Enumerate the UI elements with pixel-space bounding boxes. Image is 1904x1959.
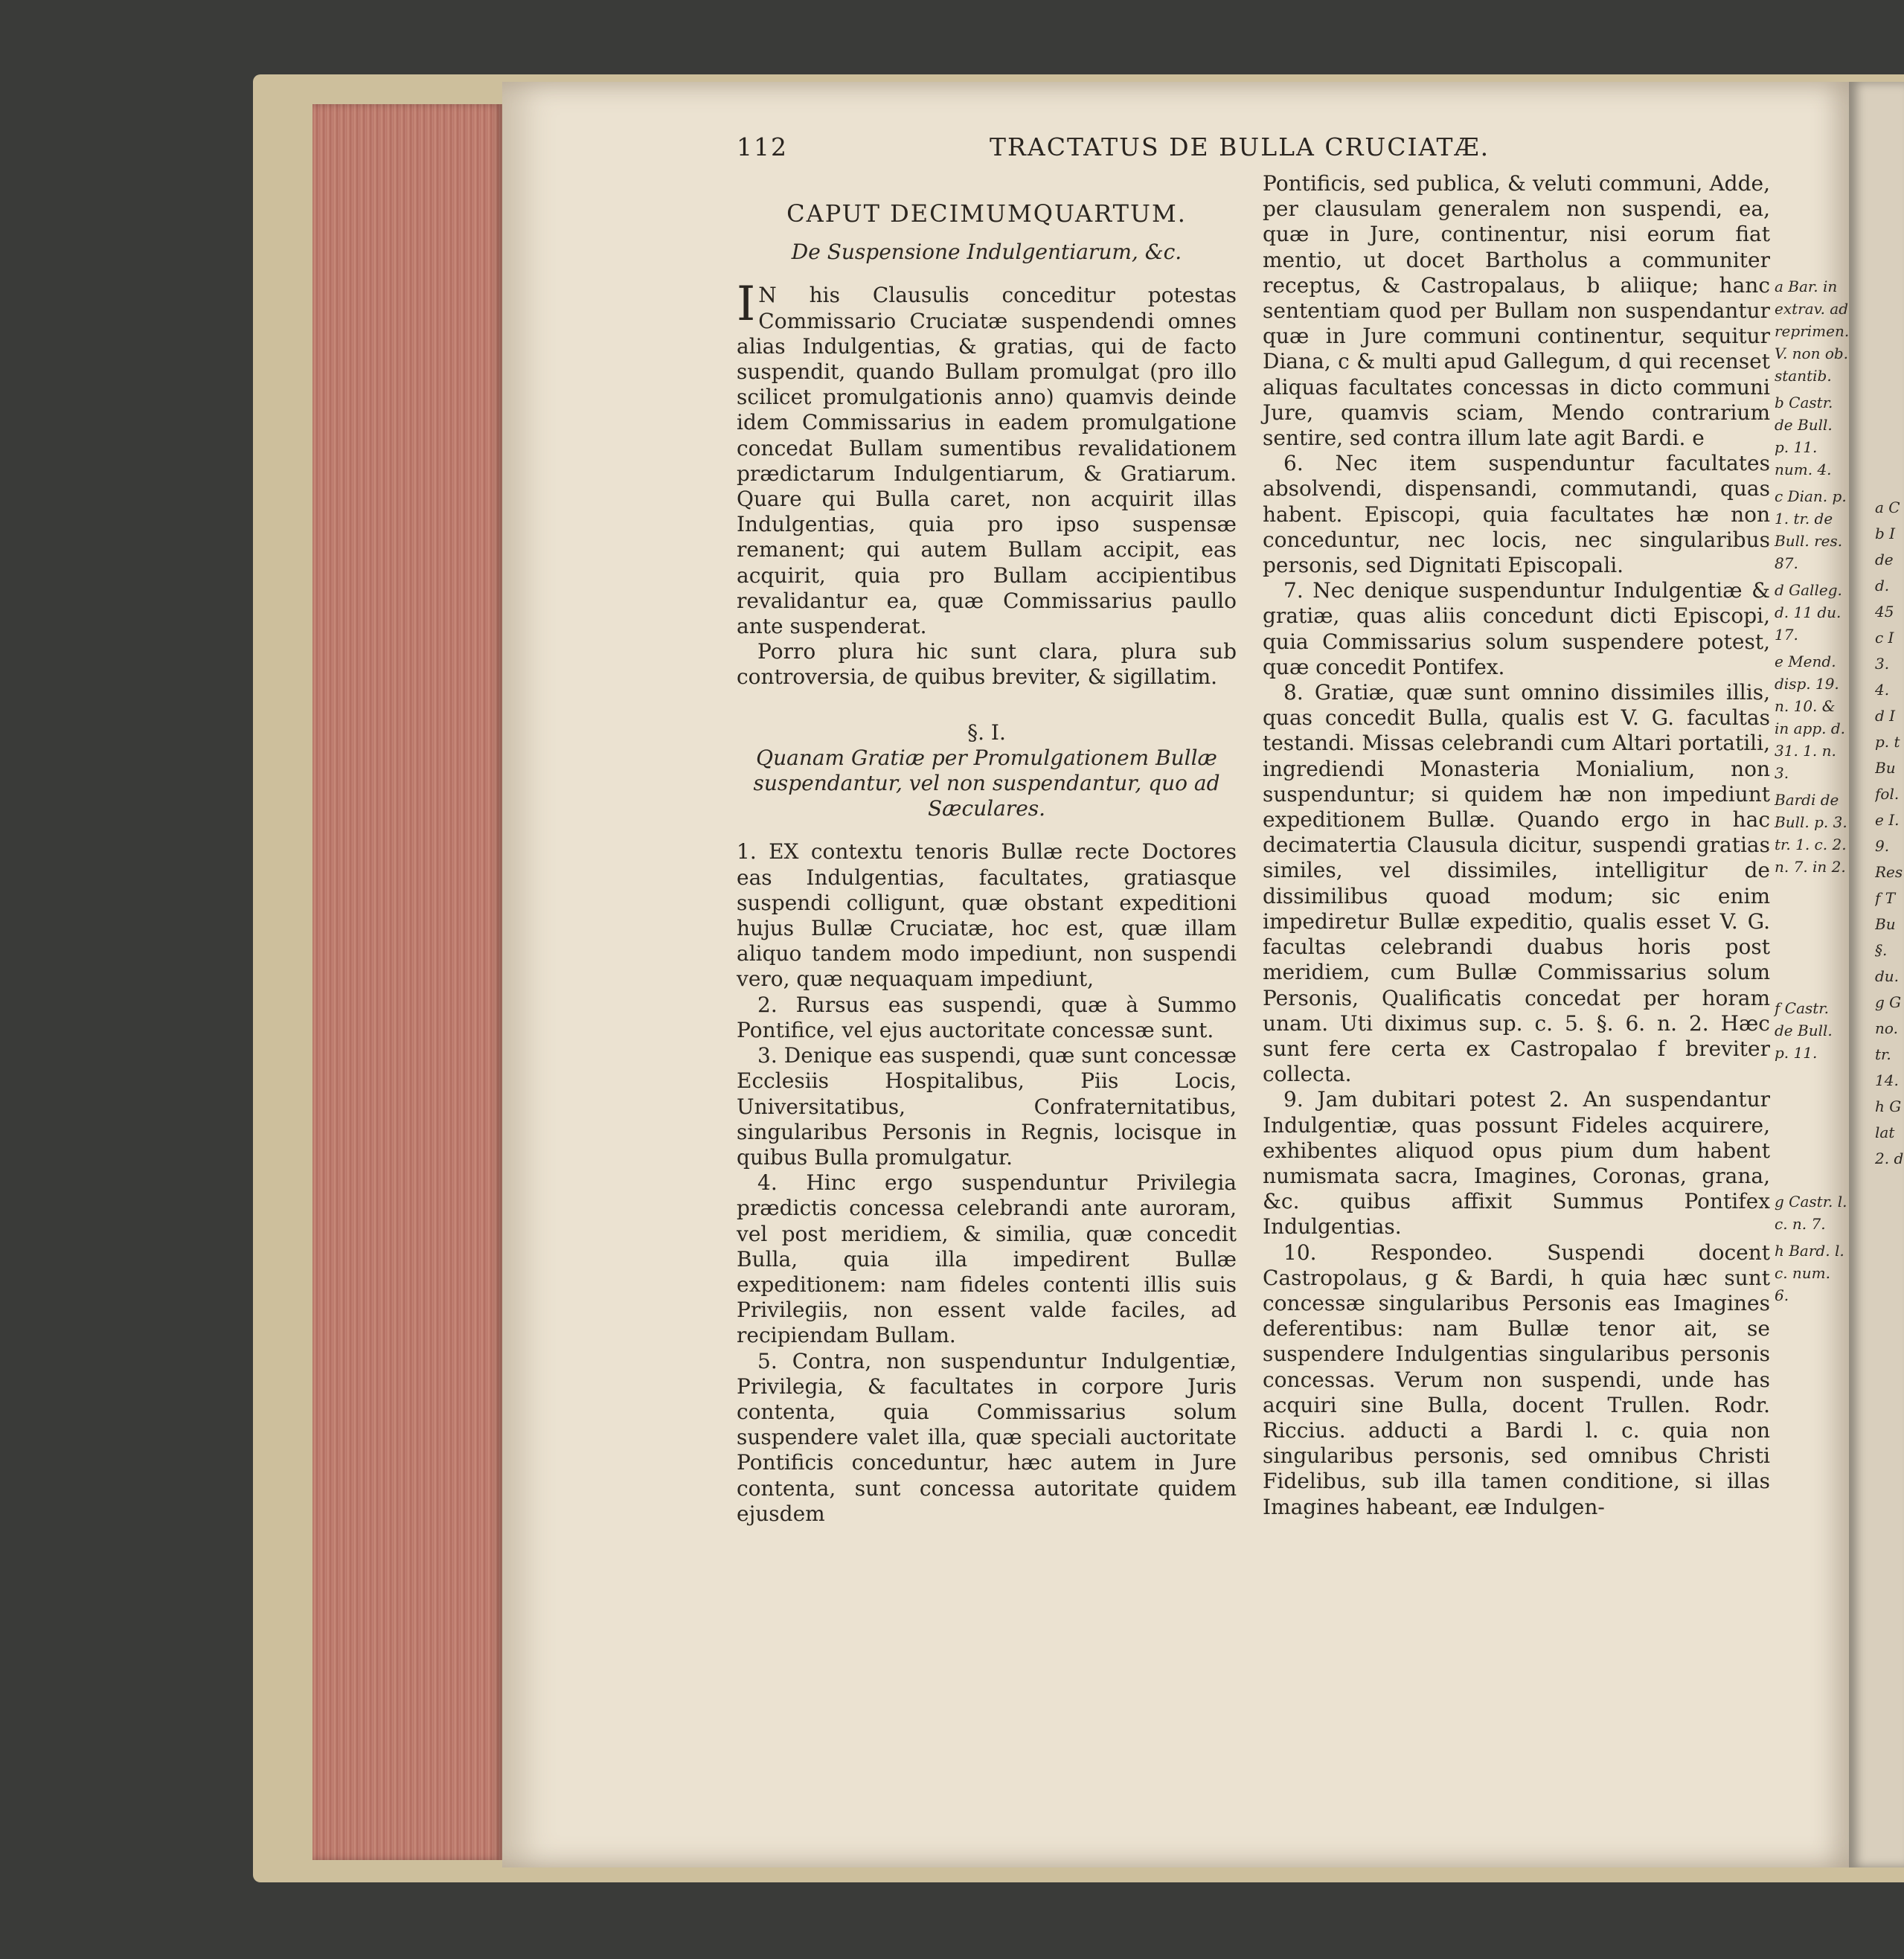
page-number: 112 (737, 132, 788, 161)
running-title: TRACTATUS DE BULLA CRUCIATÆ. (990, 132, 1490, 161)
facing-note: Bu (1875, 759, 1896, 777)
margin-note: f Castr. de Bull. p. 11. (1775, 999, 1833, 1062)
facing-note: 14. (1875, 1071, 1899, 1089)
left-column (737, 201, 1237, 1527)
facing-note: 3. (1875, 655, 1890, 673)
facing-page-notes (1875, 495, 1904, 1172)
margin-note: a Bar. in extrav. ad reprimen. V. non ob. stantib. (1775, 278, 1850, 385)
facing-note: d I (1875, 707, 1896, 725)
paragraph-continued: Pontificis, sed publica, & veluti communi, Adde, per clausulam generalem non suspendi, ea, quæ in Jure, continentur, nisi eorum fiat mentio, ut docet Bartholus a communiter receptus, & Castropalaus, b aliique; hanc sententiam quod per Bullam non suspendantur quæ in Jure communi continentur, sequitur Diana, c & multi apud Gallegum, d qui recenset aliquas facultates concessas in dicto communi Jure, quamvis sciam, Mendo contrarium sentire, sed contra illum late agit Bardi. e (1263, 171, 1770, 451)
facing-note: h G (1875, 1097, 1902, 1115)
running-head (737, 132, 1548, 170)
margin-note: Bardi de Bull. p. 3. tr. 1. c. 2. n. 7. in 2. (1775, 791, 1847, 876)
paragraph-4: 4. Hinc ergo suspenduntur Privilegia prædictis concessa celebrandi ante auroram, vel post meridiem, & similia, quæ concedit Bulla, quia illa impedirent Bullæ expeditionem: nam fideles contenti illis suis Privilegiis, non essent valde faciles, ad recipiendam Bullam. (737, 1170, 1237, 1348)
right-column (1263, 171, 1770, 1520)
section-mark: §. I. (967, 719, 1006, 745)
intro-paragraph: IN his Clausulis conceditur potestas Commissario Cruciatæ suspendendi omnes alias Indulgentias, & gratias, qui de facto suspendit, quando Bullam promulgat (pro illo scilicet promulgationis anno) quamvis deinde idem Commissarius in eadem promulgatione concedat Bullam sumentibus revalidationem prædictarum Indulgentiarum, & Gratiarum. Quare qui Bulla caret, non acquirit illas Indulgentias, quia pro ipso suspensæ remanent; qui autem Bullam accipit, eas acquirit, quia pro Bullam accipientibus revalidantur ea, quæ Commissarius paullo ante suspenderat. (737, 277, 1237, 639)
paragraph-8: 8. Gratiæ, quæ sunt omnino dissimiles illis, quas concedit Bulla, qualis est V. G. facultas testandi. Missas celebrandi cum Altari portatili, ingrediendi Monasteria Monialium, non suspenduntur; si quidem hæ non impediunt expeditionem Bullæ. Quando ergo in hac decimatertia Clausula dicitur, suspendi gratias similes, vel dissimiles, intelligitur de dissimilibus quoad modum; sic enim impediretur Bullæ expeditio, qualis esset V. G. facultas celebrandi duabus horis post meridiem, cum Bullæ Commissarius solum Personis, Qualificatis concedat per horam unam. Uti diximus sup. c. 5. §. 6. n. 2. Hæc sunt fere certa ex Castropalao f breviter collecta. (1263, 680, 1770, 1087)
facing-note: fol. (1875, 785, 1900, 803)
chapter-subtitle: De Suspensione Indulgentiarum, &c. (791, 240, 1182, 265)
facing-note: b I (1875, 525, 1896, 542)
paragraph-10: 10. Respondeo. Suspendi docent Castropolaus, g & Bardi, h quia hæc sunt concessæ singularibus Personis eas Imagines deferentibus: nam Bullæ tenor ait, se suspendere Indulgentias singularibus personis concessas. Verum non suspendi, unde has acquiri sine Bulla, docent Trullen. Rodr. Riccius. adducti a Bardi l. c. quia non singularibus personis, sed omnibus Christi Fidelibus, sub illa tamen conditione, si illas Imagines habeant, eæ Indulgen- (1263, 1240, 1770, 1519)
paragraph-5: 5. Contra, non suspenduntur Indulgentiæ, Privilegia, & facultates in corpore Juris contenta, quia Commissarius solum suspendere valet illa, quæ speciali auctoritate Pontificis conceduntur, hæc autem in Jure contenta, sunt concessa autoritate quidem ejusdem (737, 1348, 1237, 1526)
facing-note: f T (1875, 889, 1896, 907)
paragraph-2: 2. Rursus eas suspendi, quæ à Summo Pontifice, vel ejus auctoritate concessæ sunt. (737, 992, 1237, 1042)
chapter-title: CAPUT DECIMUMQUARTUM. (786, 199, 1187, 228)
paragraph-3: 3. Denique eas suspendi, quæ sunt concessæ Ecclesiis Hospitalibus, Piis Locis, Universitatibus, Confraternitatibus, singularibus Personis in Regnis, locisque in quibus Bulla promulgatur. (737, 1043, 1237, 1170)
section-title: Quanam Gratiæ per Promulgationem Bullæ suspendantur, vel non suspendantur, quo ad Sæculares. (753, 745, 1220, 821)
facing-note: d. (1875, 577, 1890, 594)
facing-note: §. (1875, 941, 1888, 959)
margin-note: g Castr. l. c. n. 7. (1775, 1193, 1847, 1233)
facing-note: g G (1875, 993, 1902, 1011)
facing-note: a C (1875, 498, 1900, 516)
facing-note: no. (1875, 1019, 1898, 1037)
facing-note: Res (1875, 863, 1903, 881)
page-edges (312, 104, 502, 1860)
facing-note: de (1875, 551, 1894, 568)
margin-note: b Castr. de Bull. p. 11. num. 4. (1775, 394, 1833, 478)
facing-note: 2. d (1875, 1150, 1904, 1167)
facing-note: du. (1875, 967, 1900, 985)
facing-note: Bu (1875, 915, 1896, 933)
facing-note: 9. (1875, 837, 1890, 855)
margin-note: e Mend. disp. 19. n. 10. & in app. d. 31. 1. n. 3. (1775, 653, 1846, 782)
paragraph-6: 6. Nec item suspenduntur facultates absolvendi, dispensandi, commutandi, quas habent. Episcopi, quia facultates hæ non conceduntur, nec locis, nec singularibus personis, sed Dignitati Episcopali. (1263, 451, 1770, 578)
facing-note: 45 (1875, 603, 1894, 621)
facing-note: tr. (1875, 1045, 1891, 1063)
porro-paragraph: Porro plura hic sunt clara, plura sub controversia, de quibus breviter, & sigillatim. (737, 639, 1237, 690)
facing-note: c I (1875, 629, 1894, 647)
margin-note: d Galleg. d. 11 du. 17. (1775, 581, 1842, 644)
margin-notes (1775, 275, 1849, 1311)
paragraph-1: 1. EX contextu tenoris Bullæ recte Doctores eas Indulgentias, facultates, gratiasque suspendi colligunt, quæ obstant expeditioni hujus Bullæ Cruciatæ, hoc est, quæ illam aliquo tandem modo impediunt, non suspendi vero, quæ nequaquam impediunt, (737, 839, 1237, 992)
margin-note: h Bard. l. c. num. 6. (1775, 1242, 1844, 1304)
facing-note: e I. (1875, 811, 1900, 829)
margin-note: c Dian. p. 1. tr. de Bull. res. 87. (1775, 487, 1847, 572)
paragraph-9: 9. Jam dubitari potest 2. An suspendantur Indulgentiæ, quas possunt Fideles acquirere, exhibentes aliquod opus pium dum habent numismata sacra, Imagines, Coronas, grana, &c. quibus affixit Summus Pontifex Indulgentias. (1263, 1087, 1770, 1240)
facing-note: lat (1875, 1123, 1895, 1141)
paragraph-7: 7. Nec denique suspenduntur Indulgentiæ & gratiæ, quas aliis concedunt dicti Episcopi, quia Commissarius solum suspendere potest, quæ concedit Pontifex. (1263, 578, 1770, 679)
facing-note: 4. (1875, 681, 1890, 699)
facing-note: p. t (1875, 733, 1900, 751)
